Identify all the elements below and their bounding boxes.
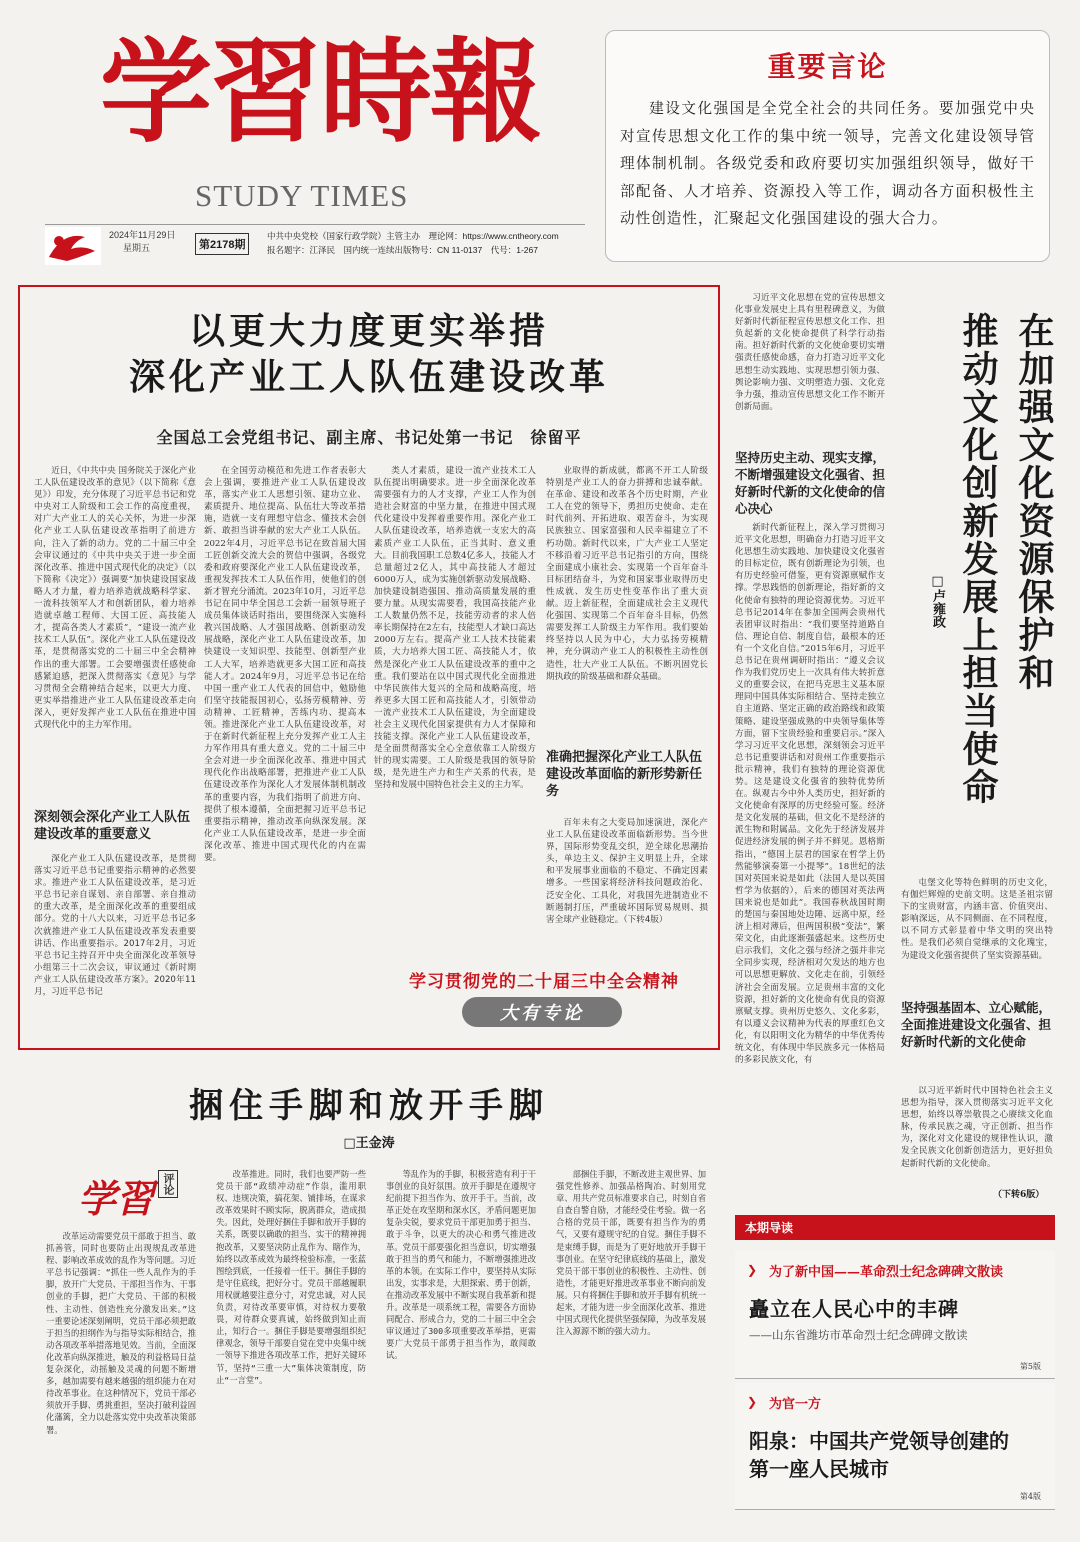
guide-arrow-icon: ❯ <box>747 1263 758 1277</box>
lead-article <box>18 285 720 1050</box>
masthead <box>40 18 560 228</box>
commentary-col1: 改革运动需要党员干部敢于担当、敢抓善管，同时也要防止出现规乱改革进程、影响改革成效的乱作为等问题。习近平总书记强调：“抓住一些人乱作为的手脚，放开广大党员、干部担当作为、干事创业的手脚，把广大党员、干部的积极性、主动性、创造性充分激发出来。”这一重要论述深刻阐明，党员干部必须把敢于担当的担纲作为与指导实际相结合，推动各项改革举措落地见效。当前，全面深化改革向纵深推进，触及的利益格局日益复杂深化，动摇触及灵魂的问题不断增多，越加需要有越来越强的组织能力在对待改革事业。在这种情况下，党员干部必须放开手脚、勇挑重担，坚决打破利益固化藩篱，全力以赴落实党中央改革决策部署。 <box>46 1231 196 1435</box>
guide-item-2[interactable] <box>735 1383 1055 1510</box>
right-text-d: 以习近平新时代中国特色社会主义思想为指导，深入贯彻落实习近平文化思想，始终以尊崇敬畏之心赓续文化血脉，传承民族之魂，守正创新、担当作为，深化对文化建设的规律性认识，激发全民族文化创新创造活力，更好担负起新时代新的文化使命。 <box>901 1086 1053 1169</box>
right-text-a: 习近平文化思想在党的宣传思想文化事业发展史上具有里程碑意义，为做好新时代新征程宣传思想文化工作、担负起新的文化使命提供了科学行动指南。担好新时代新的文化使命要切实增强责任感使命感，奋力打造习近平文化思想生动实践地、实现思想引领力强、舆论影响力强、文明塑造力强、文化竞争力强，推动宣传思想文化工作不断开创新局面。 <box>735 293 885 412</box>
issue-weekday: 星期五 <box>123 243 151 253</box>
lead-byline: 全国总工会党组书记、副主席、书记处第一书记 徐留平 <box>156 428 582 447</box>
right-section-heading-1: 坚持历史主动、现实支撑，不断增强建设文化强省、担好新时代新的文化使命的信心决心 <box>735 450 886 516</box>
lead-col1-text-b: 深化产业工人队伍建设改革，是贯彻落实习近平总书记重要指示精神的必然要求。推进产业工人队伍建设改革，是习近平总书记亲自谋划、亲自部署、亲自推动的重大改革，是全面深化改革的重要组成部分。党的十八大以来，习近平总书记多次就推进产业工人队伍建设改革发表重要讲话、作出重要指示。2017年2月，习近平总书记主持召开中央全面深化改革领导小组第三十二次会议，审议通过《新时期产业工人队伍建设改革方案》。2020年11月，习近平总书记 <box>34 854 196 998</box>
guide-box <box>735 1215 1055 1510</box>
guide-item-1-title: 矗立在人民心中的丰碑 <box>749 1297 959 1321</box>
lead-banner <box>374 955 710 1037</box>
right-article <box>735 292 1060 1212</box>
cn-number: 国内统一连续出版物号：CN 11-0137 <box>343 245 483 255</box>
masthead-title: 学習時報 <box>100 27 540 158</box>
sponsor-text: 中共中央党校（国家行政学院）主管主办 <box>267 231 421 241</box>
commentary-col3: 等乱作为的手脚，积极营造有利于干事创业的良好氛围。放开手脚是在遵规守纪前提下担当作为、放开手干。当前，改革正处在攻坚期和深水区，矛盾问题更加复杂尖锐，要求党员干部更加勇于担当、敢于斗争，以更大的决心和勇气推进改革。党员干部要强化担当意识，切实增强敢于担当的勇气和能力，不断增强推进改革的本领。在实际工作中，要坚持从实际出发，实事求是，大胆探索、勇于创新，在推动改革发展中不断实现自我革新和提升。改革是一项系统工程，需要各方面协同配合、形成合力，党的二十届三中全会审议通过了300多项重要改革举措，更需要广大党员干部勇于担当作为，敢闯敢试。 <box>386 1169 536 1361</box>
issue-number: 第2178期 <box>195 233 249 255</box>
guide-header: 本期导读 <box>735 1215 1055 1240</box>
lead-title-line2: 深化产业工人队伍建设改革 <box>128 356 609 398</box>
right-text-b: 新时代新征程上，深入学习贯彻习近平文化思想，明确奋力打造习近平文化思想生动实践地、加快建设文化强省的目标定位，既有创新理论为引领，也有历史经验可借鉴，更有资源禀赋作支撑。学思践悟的创新理论，指好新的文化使命有独特的理论资源优势。习近平总书记2014年在参加全国两会贵州代表团审议时指出：“我们要坚持道路自信、理论自信、制度自信，最根本的还有一个文化自信。”2015年6月，习近平总书记在贵州调研时指出：“遵义会议作为我们党历史上一次具有伟大转折意义的重要会议，在把马克思主义基本原理同中国具体实际相结合、坚持走独立自主道路、坚定正确的政治路线和政策策略、建设坚强成熟的中央领导集体等方面，留下宝贵经验和重要启示。”深入学习习近平文化思想，深刻领会习近平总书记重要讲话和对贵州工作重要指示批示精神，我们有独特的理论资源优势。这是建设文化强省的独特优势所在。纵观古今中外人类历史，担好新的文化使命有深厚的历史经验可鉴。经济是文化发展的基础，但文化不是经济的派生物和附属品。文化先于经济发展并促进经济发展的例子并不鲜见。恩格斯指出，“德国上层君的国家在哲学上仍然能够演奏第一小提琴”。18世纪的法国对英国来说是如此（法国人是以英国哲学为依据的），后来的德国对英法两国来说也是如此”。我国春秋战国时期的楚国与秦国地处边陲、远离中原，经济上相对薄后，但两国积极“变法”，繁荣文化，由此逐渐强盛起来。这些历史启示我们，文化之强与经济之强并非完全同步实现，经济相对欠发达的地方也可以思想更解放、文化走在前，引领经济社会全面发展。立足贵州丰富的文化资源，担好新的文化使命有优良的资源禀赋支撑。贵州历史悠久、文化多彩，有以遵义会议精神为代表的厚重红色文化，有以阳明文化为精华的中华优秀传统文化，有体现中华民族多元一体格局的多彩民族文化，有 <box>735 523 885 1066</box>
issue-date: 2024年11月29日 <box>109 230 176 240</box>
commentary-col4: 部捆住手脚，不断改进主观世界、加强党性修养、加强品格陶冶、时刻用党章、用共产党员标准要求自己，时刻自省自查自警自励，才能经受住考验。做一名合格的党员干部，既要有担当作为的勇气，又要有遵规守纪的自觉。捆住手脚不是束缚手脚，而是为了更好地放开手脚干事创业。在坚守纪律底线的基础上，激发党员干部干事创业的积极性、主动性、创造性，才能更好推进改革事业不断向前发展。只有将捆住手脚和放开手脚有机统一起来，才能为进一步全面深化改革、推进中国式现代化提供坚强保障，为改革发展注入源源不断的强大动力。 <box>556 1169 706 1337</box>
right-section-heading-2: 坚持强基固本、立心赋能，全面推进建设文化强省、担好新时代新的文化使命 <box>901 1000 1052 1049</box>
lead-title-line1: 以更大力度更实举措 <box>188 310 549 352</box>
guide-item-2-tag: 为官一方 <box>769 1397 822 1412</box>
commentary-author: □王金涛 <box>343 1136 395 1151</box>
guide-item-2-title-line1: 阳泉：中国共产党领导创建的 <box>749 1429 1009 1453</box>
guide-item-1[interactable] <box>735 1251 1055 1379</box>
lead-section-heading-2: 准确把握深化产业工人队伍建设改革面临的新形势新任务 <box>546 750 703 799</box>
guide-arrow-icon: ❯ <box>747 1395 758 1409</box>
right-heading-line1: 在加强文化资源保护和 <box>1013 312 1055 692</box>
guide-item-2-title-line2: 第一座人民城市 <box>749 1457 889 1481</box>
lead-section-heading-1: 深刻领会深化产业工人队伍建设改革的重要意义 <box>34 810 191 842</box>
commentary-logo-text: 学習 <box>78 1176 155 1221</box>
inscription-text: 报名题字：江泽民 <box>267 245 336 255</box>
lead-col4-text-a: 业取得的新成就，都离不开工人阶级特别是产业工人的奋力拼搏和忠诚奉献。在革命、建设和改革各个历史时期，产业工人在党的领导下，勇担历史使命、走在时代前列、开拓进取、艰苦奋斗，为实现民族独立、国家富强和人民幸福建立了不朽功勋。新时代以来，广大产业工人坚定不移沿着习近平总书记指引的方向，围绕全面建成小康社会、实现第一个百年奋斗目标团结奋斗，为党和国家事业取得历史性成就、发生历史性变革作出了重大贡献。迈上新征程，全面建成社会主义现代化强国、实现第二个百年奋斗目标，仍然需要发挥工人阶级主力军作用。我们要始终坚持以人民为中心，大力弘扬劳模精神，充分调动产业工人的积极性主动性创造性，壮大产业工人队伍。不断巩固党长期执政的阶级基础和群众基础。 <box>546 466 708 682</box>
masthead-subtitle: STUDY TIMES <box>195 178 409 213</box>
lead-col3-text: 类人才素质，建设一流产业技术工人队伍提出明确要求。进一步全面深化改革需要强有力的人才支撑，产业工人作为创造社会财富的中坚力量，在推进中国式现代化建设中发挥着重要作用。深化产业工人队伍建设改革，培养造就一支宏大的高素质产业工人队伍，正当其时、意义重大。目前我国职工总数4亿多人，技能人才总量超过2亿人，其中高技能人才超过6000万人，成为实施创新驱动发展战略、加快建设制造强国、推动高质量发展的重要力量。从现实需要看，我国高技能产业工人数量仍然不足，技能劳动者的求人倍率长期保持在2左右，技能型人才缺口高达2000万左右。提高产业工人技术技能素质，大力培养大国工匠、高技能人才，依然是深化产业工人队伍建设改革的重中之重。我们要站在以中国式现代化全面推进中华民族伟大复兴的全局和战略高度，培养更多大国工匠和高技能人才，引领带动一流产业技术工人队伍建设，为全面建设社会主义现代化国家提供有力人才保障和技能支撑。深化产业工人队伍建设改革，是全面贯彻落实全心全意依靠工人阶级方针的现实需要。工人阶级是我国的领导阶级，是先进生产力和生产关系的代表，是坚持和发展中国特色社会主义的主力军。 <box>374 466 536 791</box>
quote-box <box>605 30 1050 262</box>
guide-item-2-page: 第4版 <box>1019 1492 1041 1501</box>
lead-col2-text: 在全国劳动模范和先进工作者表彰大会上强调，要推进产业工人队伍建设改革，落实产业工人思想引领、建功立业、素质提升、地位提高、队伍壮大等改革措施，造就一支有理想守信念、懂技术会创新、敢担当讲奉献的宏大产业工人队伍。2022年4月，习近平总书记在致首届大国工匠创新交流大会的贺信中强调，各级党委和政府要深化产业工人队伍建设改革，重视发挥技术工人队伍作用，使他们的创新才智充分涌流。2023年10月，习近平总书记在同中华全国总工会新一届领导班子成员集体谈话时指出，要围绕深入实施科教兴国战略、人才强国战略、创新驱动发展战略，深化产业工人队伍建设改革，加快建设一支知识型、技能型、创新型产业工人大军，培养造就更多大国工匠和高技能人才。2024年9月，习近平总书记在给中国一重产业工人代表的回信中，勉励他们坚守技能报国初心，弘扬劳模精神、劳动精神、工匠精神，苦练内功、提高本领。推进深化产业工人队伍建设改革，对于在新时代新征程上充分发挥产业工人主力军作用具有重大意义。党的二十届三中全会对进一步全面深化改革、推进中国式现代化作出战略部署，把推进产业工人队伍建设改革作为深化人才发展体制机制改革的重要内容，为我们指明了前进方向、提供了根本遵循，全面把握习近平总书记重要指示精神，推动改革向纵深发展。深化产业工人队伍建设改革，是进一步全面深化改革、推进中国式现代化的内在需要。 <box>204 466 366 863</box>
right-author: □卢雍政 <box>930 574 945 628</box>
quote-box-title: 重要言论 <box>767 50 888 83</box>
guide-item-1-tag: 为了新中国——革命烈士纪念碑碑文散读 <box>769 1265 1004 1280</box>
right-text-c: 屯堡文化等特色鲜明的历史文化，有伽烂辉煌的史前文明。这是圣祖宗留下的宝贵财富，内涵丰富、价值突出、影响深远，从不同侧面、在不同程度，以不同方式彰显着中华文明的突出特性。是我们必须自觉继承的文化瑰宝，为建设文化强省提供了坚实资源基础。 <box>901 878 1053 961</box>
website-text[interactable]: 理论网：https://www.cntheory.com <box>428 231 559 241</box>
lead-col1-text-a: 近日，《中共中央 国务院关于深化产业工人队伍建设改革的意见》（以下简称《意见》）印发，充分体现了习近平总书记和党中央对工人阶级和工会工作的高度重视，对广大产业工人的关心关怀，为进一步深化产业工人队伍建设改革指明了前进方向，注入了新的动力。党的二十届三中全会审议通过的《中共中央关于进一步全面深化改革、推进中国式现代化的决定》（以下简称《决定》）强调要“加快建设国家战略人才力量，着力培养造就战略科学家、一流科技领军人才和创新团队，着力培养造就卓越工程师、大国工匠、高技能人才，提高各类人才素质”，“建设一流产业技术工人队伍”。深化产业工人队伍建设改革，是贯彻落实党的二十届三中全会精神作出的重大部署。工会要增强责任感使命感紧迫感，把深入贯彻落实《意见》与学习贯彻全会精神结合起来，以更大力度、更实举措推进产业工人队伍建设改革走向深入，更好发挥产业工人队伍在推进中国式现代化中的主力军作用。 <box>34 466 196 730</box>
code-text: 代号：1-267 <box>490 245 538 255</box>
quote-box-text: 建设文化强国是全党全社会的共同任务。要加强党中央对宣传思想文化工作的集中统一领导，完善文化建设领导管理体制机制。各级党委和政府要切实加强组织领导，做好干部配备、人才培养、资源投入等工作，调动各方面积极性主动性创造性，汇聚起文化强国建设的强大合力。 <box>620 100 1035 227</box>
guide-item-1-subtitle: ——山东省潍坊市革命烈士纪念碑碑文散读 <box>749 1328 968 1342</box>
guide-item-1-page: 第5版 <box>1019 1362 1041 1371</box>
commentary-logo-sub: 评论 <box>158 1170 178 1198</box>
lead-banner-title: 学习贯彻党的二十届三中全会精神 <box>409 972 679 992</box>
commentary-logo <box>78 1168 188 1226</box>
commentary-title: 捆住手脚和放开手脚 <box>189 1086 549 1126</box>
right-heading-line2: 推动文化创新发展上担当使命 <box>957 312 999 806</box>
lead-col4-text-b: 百年未有之大变局加速演进，深化产业工人队伍建设改革面临新形势。当今世界，国际形势变乱交织，逆全球化思潮抬头，单边主义、保护主义明显上升，全球和平发展事业面临的不稳定、不确定因素增多。一些国家将经济科技问题政治化、泛安全化、工具化，对我国先进制造业不断遏制打压，严重破坏国际贸易规则、损害全球产业链稳定。（下转4版） <box>546 818 708 925</box>
commentary-col2: 改革推进。同时，我们也要严防一些党员干部“政绩冲动症”作祟，滥用职权、违规决策，搞花架、铺排场，在谋求改革效果时不顾实际，脱离群众，造成损失。因此，处理好捆住手脚和放开手脚的关系，既要以确敢的担当、实干的精神拥抱改革，又要坚决防止乱作为、瞎作为，始终以改革成效为最终检验标准，一张蓝图绘到底，一任接着一任干。捆住手脚的是守住底线，把好分寸。党员干部越履职用权就越要注意分寸，对党忠诚，对人民负责，对待改革要审慎，对待权力要敬畏，对待群众要真诚，始终做到知止而止，知行合一。捆住手脚是要增强组织纪律观念，领导干部要自觉在党中央集中统一领导下推进各项改革工作，把好关键环节，坚持“三重一大”集体决策制度，防止“一言堂”。 <box>216 1169 366 1385</box>
right-continued: （下转6版） <box>993 1190 1045 1200</box>
party-school-logo-icon <box>45 227 101 265</box>
right-heading-vertical <box>905 312 1055 872</box>
dateline-bar <box>45 224 585 264</box>
lead-banner-sub: 大有专论 <box>500 1003 584 1024</box>
commentary-article <box>18 1060 720 1510</box>
